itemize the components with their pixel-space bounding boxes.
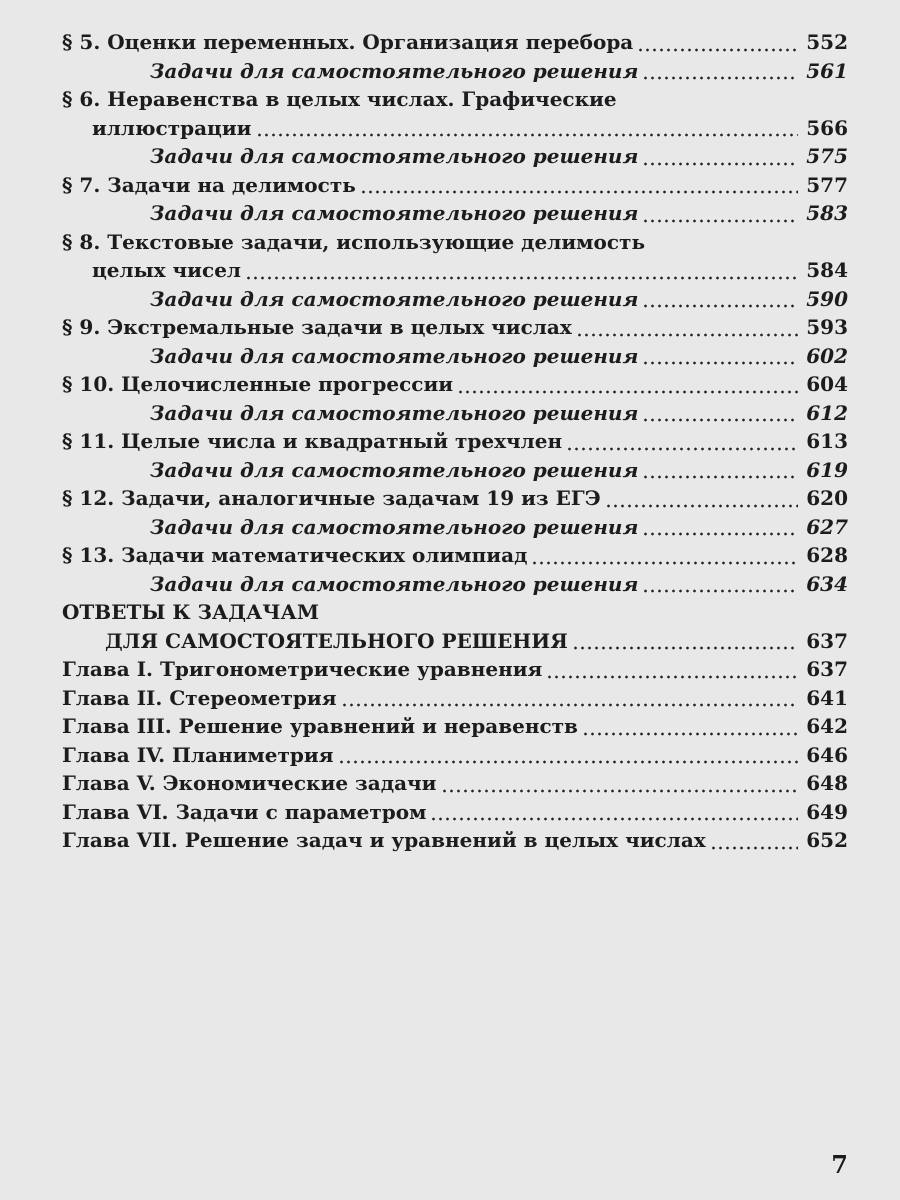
toc-entry xyxy=(62,173,848,202)
toc-entry-title: § 10. Целочисленные прогрессии xyxy=(62,372,454,396)
toc-entry-title: Задачи для самостоятельного решения xyxy=(150,201,639,225)
toc-entry xyxy=(62,429,848,458)
toc-entry-title: § 12. Задачи, аналогичные задачам 19 из ЕГЭ xyxy=(62,486,601,510)
toc-entry xyxy=(62,315,848,344)
dot-leader xyxy=(637,48,798,52)
dot-leader xyxy=(566,447,798,451)
toc-entry xyxy=(62,144,848,173)
toc-entry-title: § 9. Экстремальные задачи в целых числах xyxy=(62,315,572,339)
toc-entry-page: 649 xyxy=(806,799,848,824)
dot-leader xyxy=(338,760,799,764)
toc-entry-title: целых чисел xyxy=(92,258,242,282)
toc-entry-title: Задачи для самостоятельного решения xyxy=(150,343,639,368)
toc-entry xyxy=(62,258,848,287)
toc-entry-page: 613 xyxy=(806,429,848,453)
toc-entry-title: Глава II. Стереометрия xyxy=(62,685,337,710)
toc-entry xyxy=(62,828,848,857)
toc-entry-page: 575 xyxy=(806,144,848,168)
toc-entry xyxy=(62,686,848,715)
toc-entry-page: 604 xyxy=(806,372,848,396)
toc-entry xyxy=(62,458,848,487)
toc-entry xyxy=(62,201,848,230)
toc-entry-page: 602 xyxy=(806,343,848,368)
dot-leader xyxy=(572,646,798,650)
toc-entry-page: 612 xyxy=(806,400,848,425)
dot-leader xyxy=(642,162,798,166)
dot-leader xyxy=(430,817,798,821)
toc-entry-page: 577 xyxy=(806,172,848,197)
toc-entry-title: § 6. Неравенства в целых числах. Графические xyxy=(62,87,617,111)
toc-entry xyxy=(62,714,848,743)
toc-entry-title: Глава V. Экономические задачи xyxy=(62,771,437,795)
dot-leader xyxy=(441,789,798,793)
toc-entry-page: 652 xyxy=(806,828,848,852)
toc-entry-title: Глава I. Тригонометрические уравнения xyxy=(62,657,543,681)
toc-entry xyxy=(62,743,848,772)
toc-entry-page: 590 xyxy=(806,286,848,311)
toc-entry-title: ОТВЕТЫ К ЗАДАЧАМ xyxy=(62,600,319,624)
toc-entry-page: 583 xyxy=(806,201,848,225)
toc-entry-page: 642 xyxy=(806,714,848,738)
toc-entry-page: 619 xyxy=(806,457,848,482)
toc-entry xyxy=(62,543,848,572)
toc-entry-page: 637 xyxy=(806,657,848,681)
toc-entry-title: Задачи для самостоятельного решения xyxy=(150,457,639,482)
toc-entry-page: 634 xyxy=(806,571,848,596)
toc-entry xyxy=(62,629,848,658)
toc-entry-title: § 13. Задачи математических олимпиад xyxy=(62,543,528,567)
toc-entry xyxy=(62,30,848,59)
toc-entry-title: Задачи для самостоятельного решения xyxy=(150,514,639,539)
toc-entry-page: 566 xyxy=(806,115,848,140)
toc-entry-title: Задачи для самостоятельного решения xyxy=(150,400,639,425)
toc-entry xyxy=(62,372,848,401)
dot-leader xyxy=(642,532,798,536)
dot-leader xyxy=(531,561,798,565)
toc-entry xyxy=(62,230,848,259)
toc-entry-title: Глава III. Решение уравнений и неравенств xyxy=(62,714,578,738)
dot-leader xyxy=(642,304,798,308)
toc-entry xyxy=(62,59,848,88)
toc-entry-page: 637 xyxy=(806,628,848,653)
dot-leader xyxy=(642,418,798,422)
toc-entry-page: 627 xyxy=(806,514,848,539)
dot-leader xyxy=(582,732,798,736)
toc-entry-page: 641 xyxy=(806,685,848,710)
table-of-contents xyxy=(62,30,848,857)
toc-entry xyxy=(62,344,848,373)
toc-entry-title: Задачи для самостоятельного решения xyxy=(150,286,639,311)
toc-entry-title: Глава IV. Планиметрия xyxy=(62,742,334,767)
dot-leader xyxy=(341,703,799,707)
toc-entry-page: 648 xyxy=(806,771,848,795)
dot-leader xyxy=(576,333,798,337)
dot-leader xyxy=(256,133,798,137)
toc-entry xyxy=(62,771,848,800)
toc-entry-title: § 11. Целые числа и квадратный трехчлен xyxy=(62,429,563,453)
toc-entry-title: § 5. Оценки переменных. Организация перебора xyxy=(62,30,634,54)
toc-entry-title: иллюстрации xyxy=(92,115,252,140)
toc-entry-page: 561 xyxy=(806,58,848,83)
dot-leader xyxy=(245,276,798,280)
toc-entry xyxy=(62,600,848,629)
dot-leader xyxy=(642,361,798,365)
toc-entry xyxy=(62,116,848,145)
toc-entry xyxy=(62,486,848,515)
toc-entry-title: § 8. Текстовые задачи, использующие делимость xyxy=(62,229,646,254)
toc-entry xyxy=(62,87,848,116)
toc-entry xyxy=(62,572,848,601)
toc-entry-title: ДЛЯ САМОСТОЯТЕЛЬНОГО РЕШЕНИЯ xyxy=(105,628,568,653)
dot-leader xyxy=(710,846,798,850)
toc-entry-page: 584 xyxy=(806,258,848,282)
toc-entry-title: Задачи для самостоятельного решения xyxy=(150,571,639,596)
toc-entry-page: 628 xyxy=(806,543,848,567)
toc-entry xyxy=(62,800,848,829)
toc-entry-page: 552 xyxy=(806,30,848,54)
toc-entry-page: 620 xyxy=(806,486,848,510)
dot-leader xyxy=(360,190,798,194)
toc-entry-title: Глава VI. Задачи с параметром xyxy=(62,799,427,824)
dot-leader xyxy=(605,504,798,508)
toc-entry-title: Задачи для самостоятельного решения xyxy=(150,58,639,83)
dot-leader xyxy=(457,390,798,394)
dot-leader xyxy=(546,675,798,679)
dot-leader xyxy=(642,475,798,479)
toc-entry-page: 646 xyxy=(806,742,848,767)
toc-entry xyxy=(62,287,848,316)
dot-leader xyxy=(642,76,798,80)
toc-entry xyxy=(62,657,848,686)
dot-leader xyxy=(642,589,798,593)
toc-entry-title: Глава VII. Решение задач и уравнений в целых числах xyxy=(62,828,706,852)
toc-entry xyxy=(62,401,848,430)
page-number: 7 xyxy=(831,1150,848,1179)
dot-leader xyxy=(642,219,798,223)
toc-entry xyxy=(62,515,848,544)
toc-entry-title: § 7. Задачи на делимость xyxy=(62,172,356,197)
toc-entry-page: 593 xyxy=(806,315,848,339)
toc-entry-title: Задачи для самостоятельного решения xyxy=(150,144,639,168)
